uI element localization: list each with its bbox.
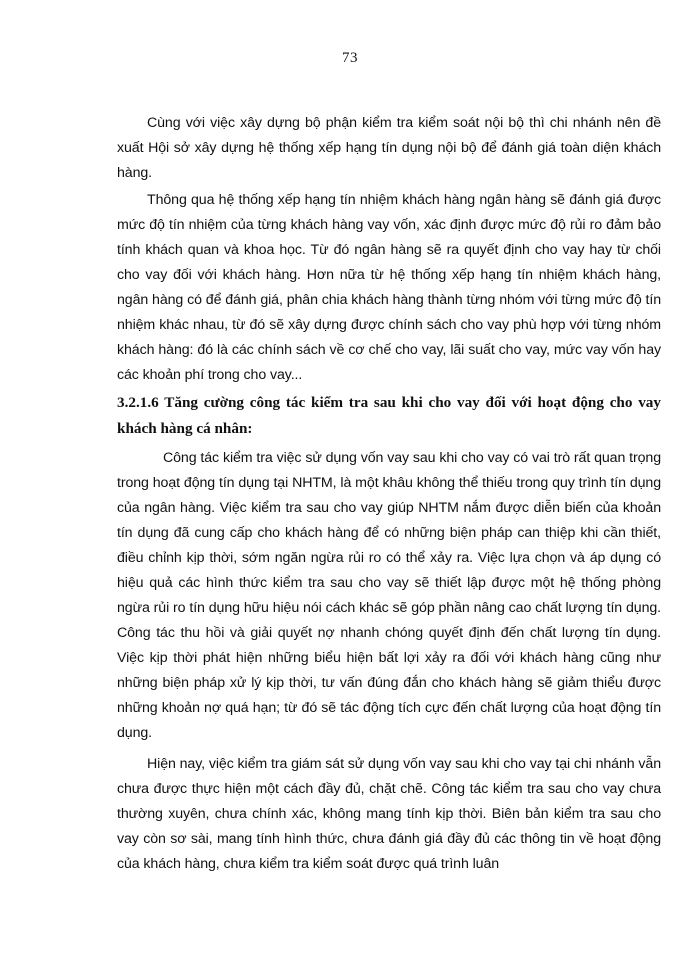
paragraph-internal-credit-rating: Cùng với việc xây dựng bộ phận kiểm tra kiểm soát nội bộ thì chi nhánh nên đề xuất Hội sở xây dựng hệ thống xếp hạng tín dụng nội bộ để đánh giá toàn diện khách hàng. [117,115,661,181]
paragraph-post-loan-inspection: Công tác kiểm tra việc sử dụng vốn vay sau khi cho vay có vai trò rất quan trọng trong hoạt động tín dụng tại NHTM, là một khâu không thể thiếu trong quy trình tín dụng của ngân hàng. Việc kiểm tra sau cho vay giúp NHTM nắm được diễn biến của khoản tín dụng đã cung cấp cho khách hàng để có những biện pháp can thiệp khi cần thiết, điều chỉnh kịp thời, sớm ngăn ngừa rủi ro có thể xảy ra. Việc lựa chọn và áp dụng có hiệu quả các hình thức kiểm tra sau cho vay sẽ thiết lập được một hệ thống phòng ngừa rủi ro tín dụng hữu hiệu nói cách khác sẽ góp phần nâng cao chất lượng tín dụng. Công tác thu hồi và giải quyết nợ nhanh chóng quyết định đến chất lượng tín dụng. Việc kịp thời phát hiện những biểu hiện bất lợi xảy ra đối với khách hàng cũng như những biện pháp xử lý kịp thời, tư vấn đúng đắn cho khách hàng sẽ giảm thiểu được những khoản nợ quá hạn; từ đó sẽ tác động tích cực đến chất lượng của hoạt động tín dụng. [117,450,661,741]
paragraph-credit-rating-system: Thông qua hệ thống xếp hạng tín nhiệm khách hàng ngân hàng sẽ đánh giá được mức độ tín nhiệm của từng khách hàng vay vốn, xác định được mức độ rủi ro đảm bảo tính khách quan và khoa học. Từ đó ngân hàng sẽ ra quyết định cho vay hay từ chối cho vay đối với khách hàng. Hơn nữa từ hệ thống xếp hạng tín nhiệm khách hàng, ngân hàng có để đánh giá, phân chia khách hàng thành từng nhóm với từng mức độ tín nhiệm khác nhau, từ đó sẽ xây dựng được chính sách cho vay phù hợp với từng nhóm khách hàng: đó là các chính sách về cơ chế cho vay, lãi suất cho vay, mức vay vốn hay các khoản phí trong cho vay... [117,192,661,383]
page-number: 73 [342,50,358,66]
paragraph-current-situation: Hiện nay, việc kiểm tra giám sát sử dụng vốn vay sau khi cho vay tại chi nhánh vẫn chưa được thực hiện một cách đầy đủ, chặt chẽ. Công tác kiểm tra sau cho vay chưa thường xuyên, chưa chính xác, không mang tính kịp thời. Biên bản kiểm tra sau cho vay còn sơ sài, mang tính hình thức, chưa đánh giá đầy đủ các thông tin về hoạt động của khách hàng, chưa kiểm tra kiểm soát được quá trình luân [117,756,661,872]
document-body [117,111,661,877]
section-heading: 3.2.1.6 Tăng cường công tác kiểm tra sau khi cho vay đối với hoạt động cho vay khách hàng cá nhân: [117,394,661,437]
